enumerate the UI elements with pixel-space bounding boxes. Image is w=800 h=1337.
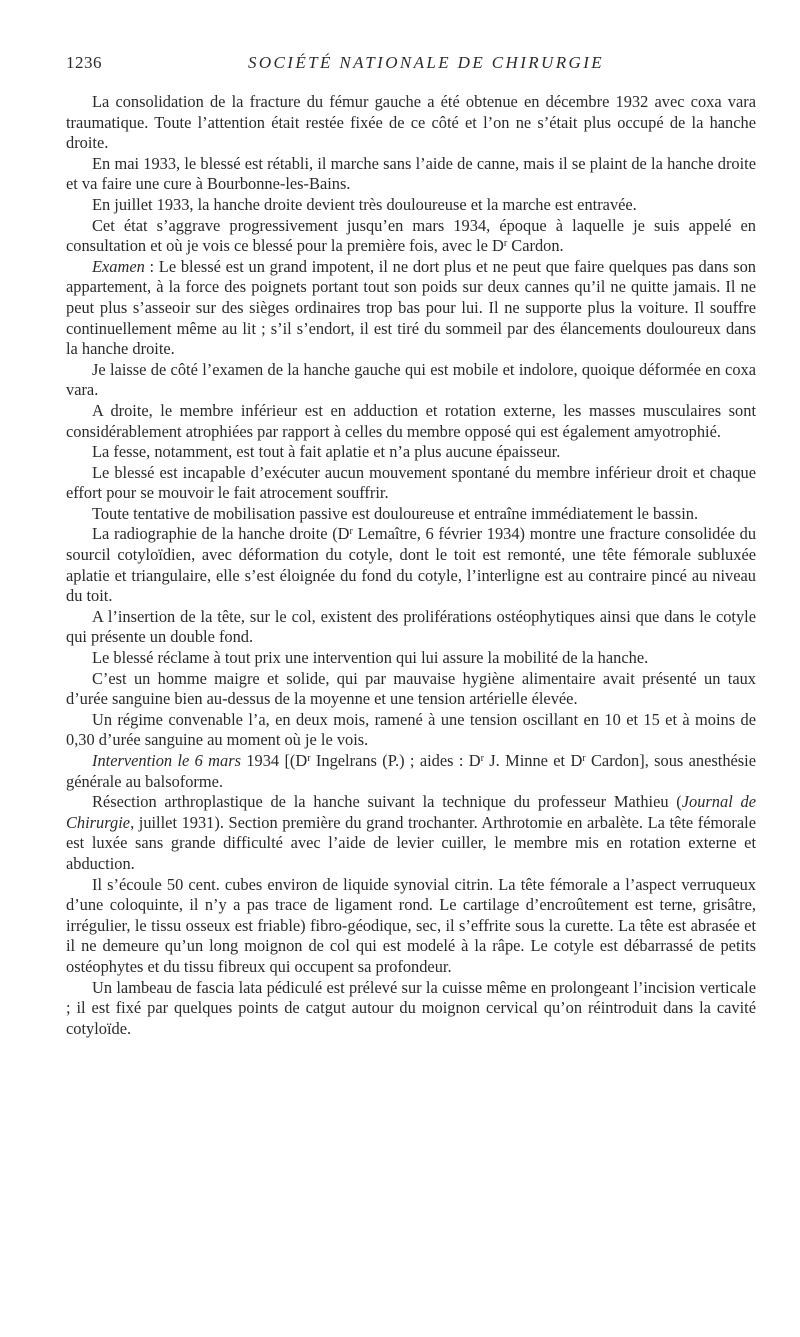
paragraph: Un régime convenable l’a, en deux mois, ramené à une tension oscillant en 10 et 15 et à moins de 0,30 d’urée sanguine au moment où je le vois. [66, 709, 756, 750]
paragraph: A l’insertion de la tête, sur le col, existent des proliférations ostéophytiques ainsi que dans le cotyle qui présente un double fond. [66, 606, 756, 647]
paragraph: Résection arthroplastique de la hanche suivant la technique du professeur Mathieu (Journal de Chirurgie, juillet 1931). Section première du grand trochanter. Arthrotomie en arbalète. La tête fémorale est luxée sans grande difficulté avec l’aide de levier cuiller, le membre mis en rotation externe et abduction. [66, 792, 756, 873]
paragraph: En mai 1933, le blessé est rétabli, il marche sans l’aide de canne, mais il se plaint de la hanche droite et va faire une cure à Bourbonne-les-Bains. [66, 153, 756, 194]
running-title: SOCIÉTÉ NATIONALE DE CHIRURGIE [247, 53, 605, 72]
paragraph: La fesse, notamment, est tout à fait aplatie et n’a plus aucune épaisseur. [92, 442, 561, 462]
paragraph: La consolidation de la fracture du fémur gauche a été obtenue en décembre 1932 avec coxa vara traumatique. Toute l’attention était restée fixée de ce côté et l’on ne s’était plus occupé de la hanche droite. [66, 92, 756, 153]
page-header [66, 53, 756, 77]
page-number: 1236 [66, 53, 102, 72]
paragraph: Un lambeau de fascia lata pédiculé est prélevé sur la cuisse même en prolongeant l’incision verticale ; il est fixé par quelques points de catgut autour du moignon cervical qu’on réintroduit dans la cavité cotyloïde. [66, 977, 756, 1038]
journal-title: Journal de Chirurgie [66, 792, 756, 832]
paragraph: Toute tentative de mobilisation passive est douloureuse et entraîne immédiatement le bassin. [92, 503, 699, 523]
paragraph: Intervention le 6 mars 1934 [($D^r$ Ingelrans (P.) ; aides : $D^r$ J. Minne et $D^r$ Cardon], sous anesthésie générale au balsoforme. [66, 751, 757, 791]
body-text [66, 92, 756, 1039]
paragraph: La radiographie de la hanche droite ($D^r$ Lemaître, 6 février 1934) montre une fracture consolidée du sourcil cotyloïdien, avec déformation du cotyle, dont le toit est remonté, une tête fémorale subluxée aplatie et triangulaire, elle s’est éloignée du fond du cotyle, l’interligne est au contraire pincé au niveau du toit. [66, 524, 757, 606]
section-lead: Examen [92, 256, 145, 276]
paragraph: Le blessé est incapable d’exécuter aucun mouvement spontané du membre inférieur droit et chaque effort pour se mouvoir le fait atrocement souffrir. [66, 462, 756, 503]
paragraph: A droite, le membre inférieur est en adduction et rotation externe, les masses musculaires sont considérablement atrophiées par rapport à celles du membre opposé qui est également amyotrophié. [66, 400, 756, 441]
paragraph: C’est un homme maigre et solide, qui par mauvaise hygiène alimentaire avait présenté un taux d’urée sanguine bien au-dessus de la moyenne et une tension artérielle élevée. [66, 668, 756, 709]
paragraph: Cet état s’aggrave progressivement jusqu’en mars 1934, époque à laquelle je suis appelé en consultation et où je vois ce blessé pour la première fois, avec le $D^r$ Cardon. [66, 215, 756, 256]
paragraph: Examen : Le blessé est un grand impotent, il ne dort plus et ne peut que faire quelques pas dans son appartement, à la force des poignets portant tout son poids sur deux cannes qu’il ne quitte jamais. Il ne peut plus s’asseoir sur des sièges ordinaires trop bas pour lui. Il ne supporte plus la voiture. Il souffre continuellement même au lit ; s’il s’endort, il est tiré du sommeil par des élancements douloureux dans la hanche droite. [66, 256, 756, 359]
paragraph: Le blessé réclame à tout prix une intervention qui lui assure la mobilité de la hanche. [92, 648, 649, 668]
paragraph: Je laisse de côté l’examen de la hanche gauche qui est mobile et indolore, quoique déformée en coxa vara. [66, 359, 756, 400]
paragraph: En juillet 1933, la hanche droite devient très douloureuse et la marche est entravée. [92, 194, 637, 214]
section-lead: Intervention le 6 mars [92, 751, 241, 770]
paragraph: Il s’écoule 50 cent. cubes environ de liquide synovial citrin. La tête fémorale a l’aspect verruqueux d’une coloquinte, il n’y a pas trace de ligament rond. Le cartilage d’encroûtement est terne, grisâtre, irrégulier, le tissu osseux est friable) fibro-géodique, sec, il s’effrite sous la curette. La tête est abrasée et il ne demeure qu’un long moignon de col qui est modelé à la râpe. Le cotyle est débarrassé de petits ostéophytes et du tissu fibreux qui occupent sa profondeur. [66, 874, 756, 976]
